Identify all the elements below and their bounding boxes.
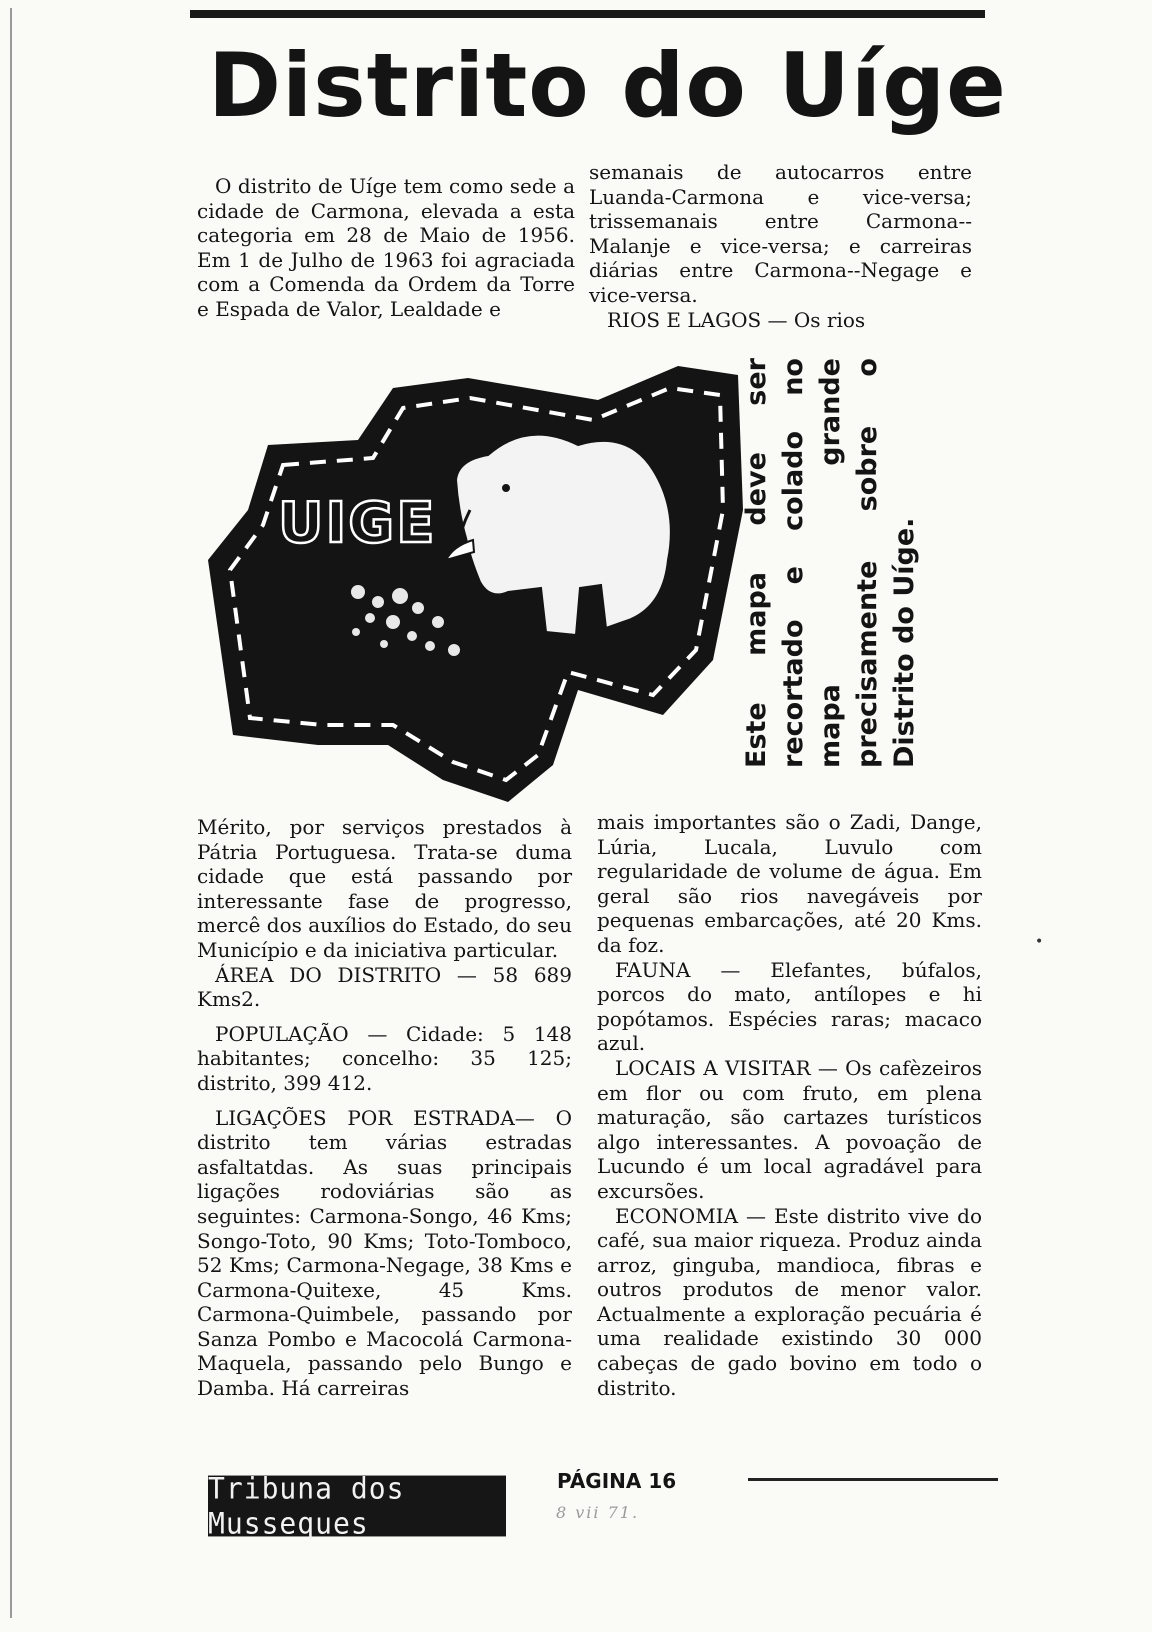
- ink-mark: •: [1035, 934, 1044, 950]
- column-4: [597, 810, 982, 1400]
- places-paragraph: LOCAIS A VISITAR — Os cafèzeiros em flor ou com fruto, em plena maturação, são cartazes turísticos algo interessantes. A povoação de Lucundo é um local agradável para excursões.: [597, 1055, 982, 1203]
- map-note-text: Este mapa deve ser recortado e colado no mapa grande precisamente sobre o Distrito do Uíge.: [741, 358, 920, 768]
- article-title: Distrito do Uíge: [208, 34, 1007, 137]
- map-note: [738, 358, 928, 768]
- footer-rule: [748, 1478, 998, 1481]
- transport-paragraph: semanais de autocarros entre Luanda-Carmona e vice-versa; trissemanais entre Carmona--Malanje e vice-versa; e carreiras diárias entre Carmona--Negage e vice-versa.: [589, 160, 972, 307]
- rivers-paragraph: mais importantes são o Zadi, Dange, Lúria, Lucala, Luvulo com regularidade de volume de água. Em geral são rios navegáveis por pequenas embarcações, até 20 Kms. da foz.: [597, 810, 982, 957]
- economy-paragraph: ECONOMIA — Este distrito vive do café, sua maior riqueza. Produz ainda arroz, ginguba, mandioca, fibras e outros produtos de menor valor. Actualmente a exploração pecuária é uma realidade existindo 30 000 cabeças de gado bovino em todo o distrito.: [597, 1203, 982, 1400]
- rivers-heading-start: RIOS E LAGOS — Os rios: [607, 307, 866, 332]
- roads-paragraph: LIGAÇÕES POR ESTRADA— O distrito tem várias estradas asfaltatdas. As suas principais ligações rodoviárias são as seguintes: Carmona-Songo, 46 Kms; Songo-Toto, 90 Kms; Toto-Tomboco, 52 Kms; Carmona-Negage, 38 Kms e Carmona-Quitexe, 45 Kms. Carmona-Quimbele, passando por Sanza Pombo e Macocolá Carmona-Maquela, passando pelo Bungo e Damba. Há carreiras: [197, 1105, 572, 1401]
- intro-paragraph: O distrito de Uíge tem como sede a cidade de Carmona, elevada a esta categoria em 28 de Maio de 1956. Em 1 de Julho de 1963 foi agraciada com a Comenda da Ordem da Torre e Espada de Valor, Lealdade e: [197, 174, 575, 321]
- district-map: [208, 360, 748, 810]
- column-3: [197, 815, 572, 1401]
- area-paragraph: ÁREA DO DISTRITO — 58 689 Kms2.: [197, 962, 572, 1012]
- fauna-paragraph: FAUNA — Elefantes, búfalos, porcos do mato, antílopes e hi popótamos. Espécies raras; macaco azul.: [597, 957, 982, 1056]
- newspaper-masthead: Tribuna dos Musseques: [208, 1476, 506, 1537]
- column-2: [589, 160, 972, 332]
- merit-paragraph: Mérito, por serviços prestados à Pátria Portuguesa. Trata-se duma cidade que está passando por interessante fase de progresso, mercê dos auxílios do Estado, do seu Município e da iniciativa particular.: [197, 815, 572, 962]
- population-paragraph: POPULAÇÃO — Cidade: 5 148 habitantes; concelho: 35 125; distrito, 399 412.: [197, 1021, 572, 1095]
- page-number: PÁGINA 16: [557, 1469, 677, 1493]
- top-rule: [190, 10, 985, 18]
- scan-edge: [10, 8, 12, 1618]
- map-label: UIGE: [278, 491, 437, 556]
- handwritten-date: 8 vii 71.: [556, 1503, 640, 1522]
- column-1: [197, 174, 575, 322]
- map-graphic: [208, 360, 748, 810]
